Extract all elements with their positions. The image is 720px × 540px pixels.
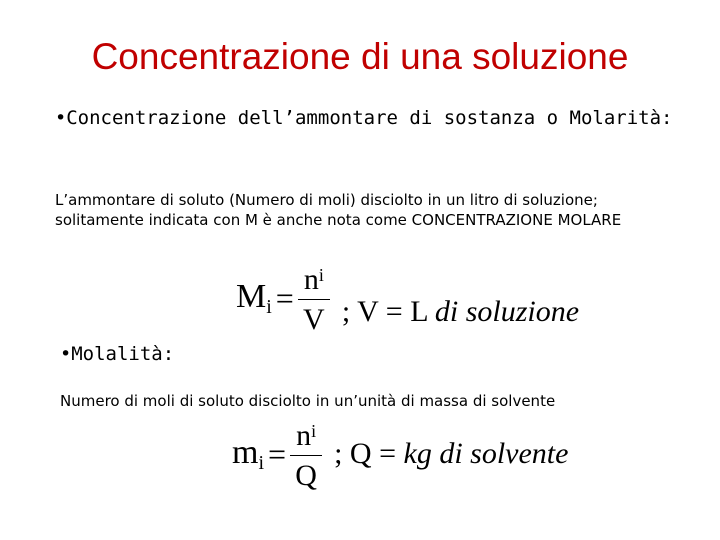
formula-lhs — [236, 278, 272, 319]
molarity-heading: Concentrazione dell’ammontare di sostanza o Molarità: — [66, 107, 673, 129]
formula-lhs — [232, 434, 264, 475]
formula-numerator-subscript: i — [318, 265, 324, 285]
formula-definition — [342, 295, 579, 329]
formula-lhs-subscript: i — [266, 295, 272, 318]
formula-fraction — [290, 414, 322, 494]
formula-numerator-symbol: n — [296, 419, 312, 452]
molarity-formula — [236, 258, 579, 338]
formula-lhs-symbol: m — [232, 433, 259, 471]
formula-definition-italic: kg di solvente — [403, 437, 569, 470]
formula-denominator: Q — [295, 459, 317, 492]
formula-numerator-subscript: i — [311, 421, 317, 441]
formula-definition-italic: di soluzione — [434, 295, 580, 328]
formula-definition-prefix: ; V = L — [341, 295, 435, 328]
formula-lhs-subscript: i — [258, 451, 265, 474]
formula-denominator: V — [303, 303, 325, 336]
formula-lhs-symbol: M — [236, 277, 267, 315]
bullet-molarity — [55, 104, 685, 133]
formula-fraction — [298, 258, 330, 338]
slide-title: Concentrazione di una soluzione — [91, 36, 629, 77]
molality-formula — [232, 414, 568, 494]
formula-equals: = — [268, 435, 287, 472]
molality-heading: Molalità: — [71, 343, 175, 365]
formula-numerator-symbol: n — [303, 263, 319, 296]
bullet-dot-icon: • — [60, 343, 72, 365]
formula-numerator — [298, 258, 330, 300]
bullet-dot-icon: • — [55, 107, 67, 129]
bullet-molality — [60, 340, 460, 369]
formula-equals: = — [275, 279, 294, 316]
formula-definition — [334, 437, 568, 471]
molarity-description: L’ammontare di soluto (Numero di moli) disciolto in un litro di soluzione; solitamente indicata con M è anche nota come CONCENTRAZIONE MOLARE — [55, 191, 622, 229]
formula-numerator — [290, 414, 322, 456]
molality-description: Numero di moli di soluto disciolto in un’unità di massa di solvente — [60, 392, 556, 410]
formula-definition-prefix: ; Q = — [334, 437, 404, 470]
